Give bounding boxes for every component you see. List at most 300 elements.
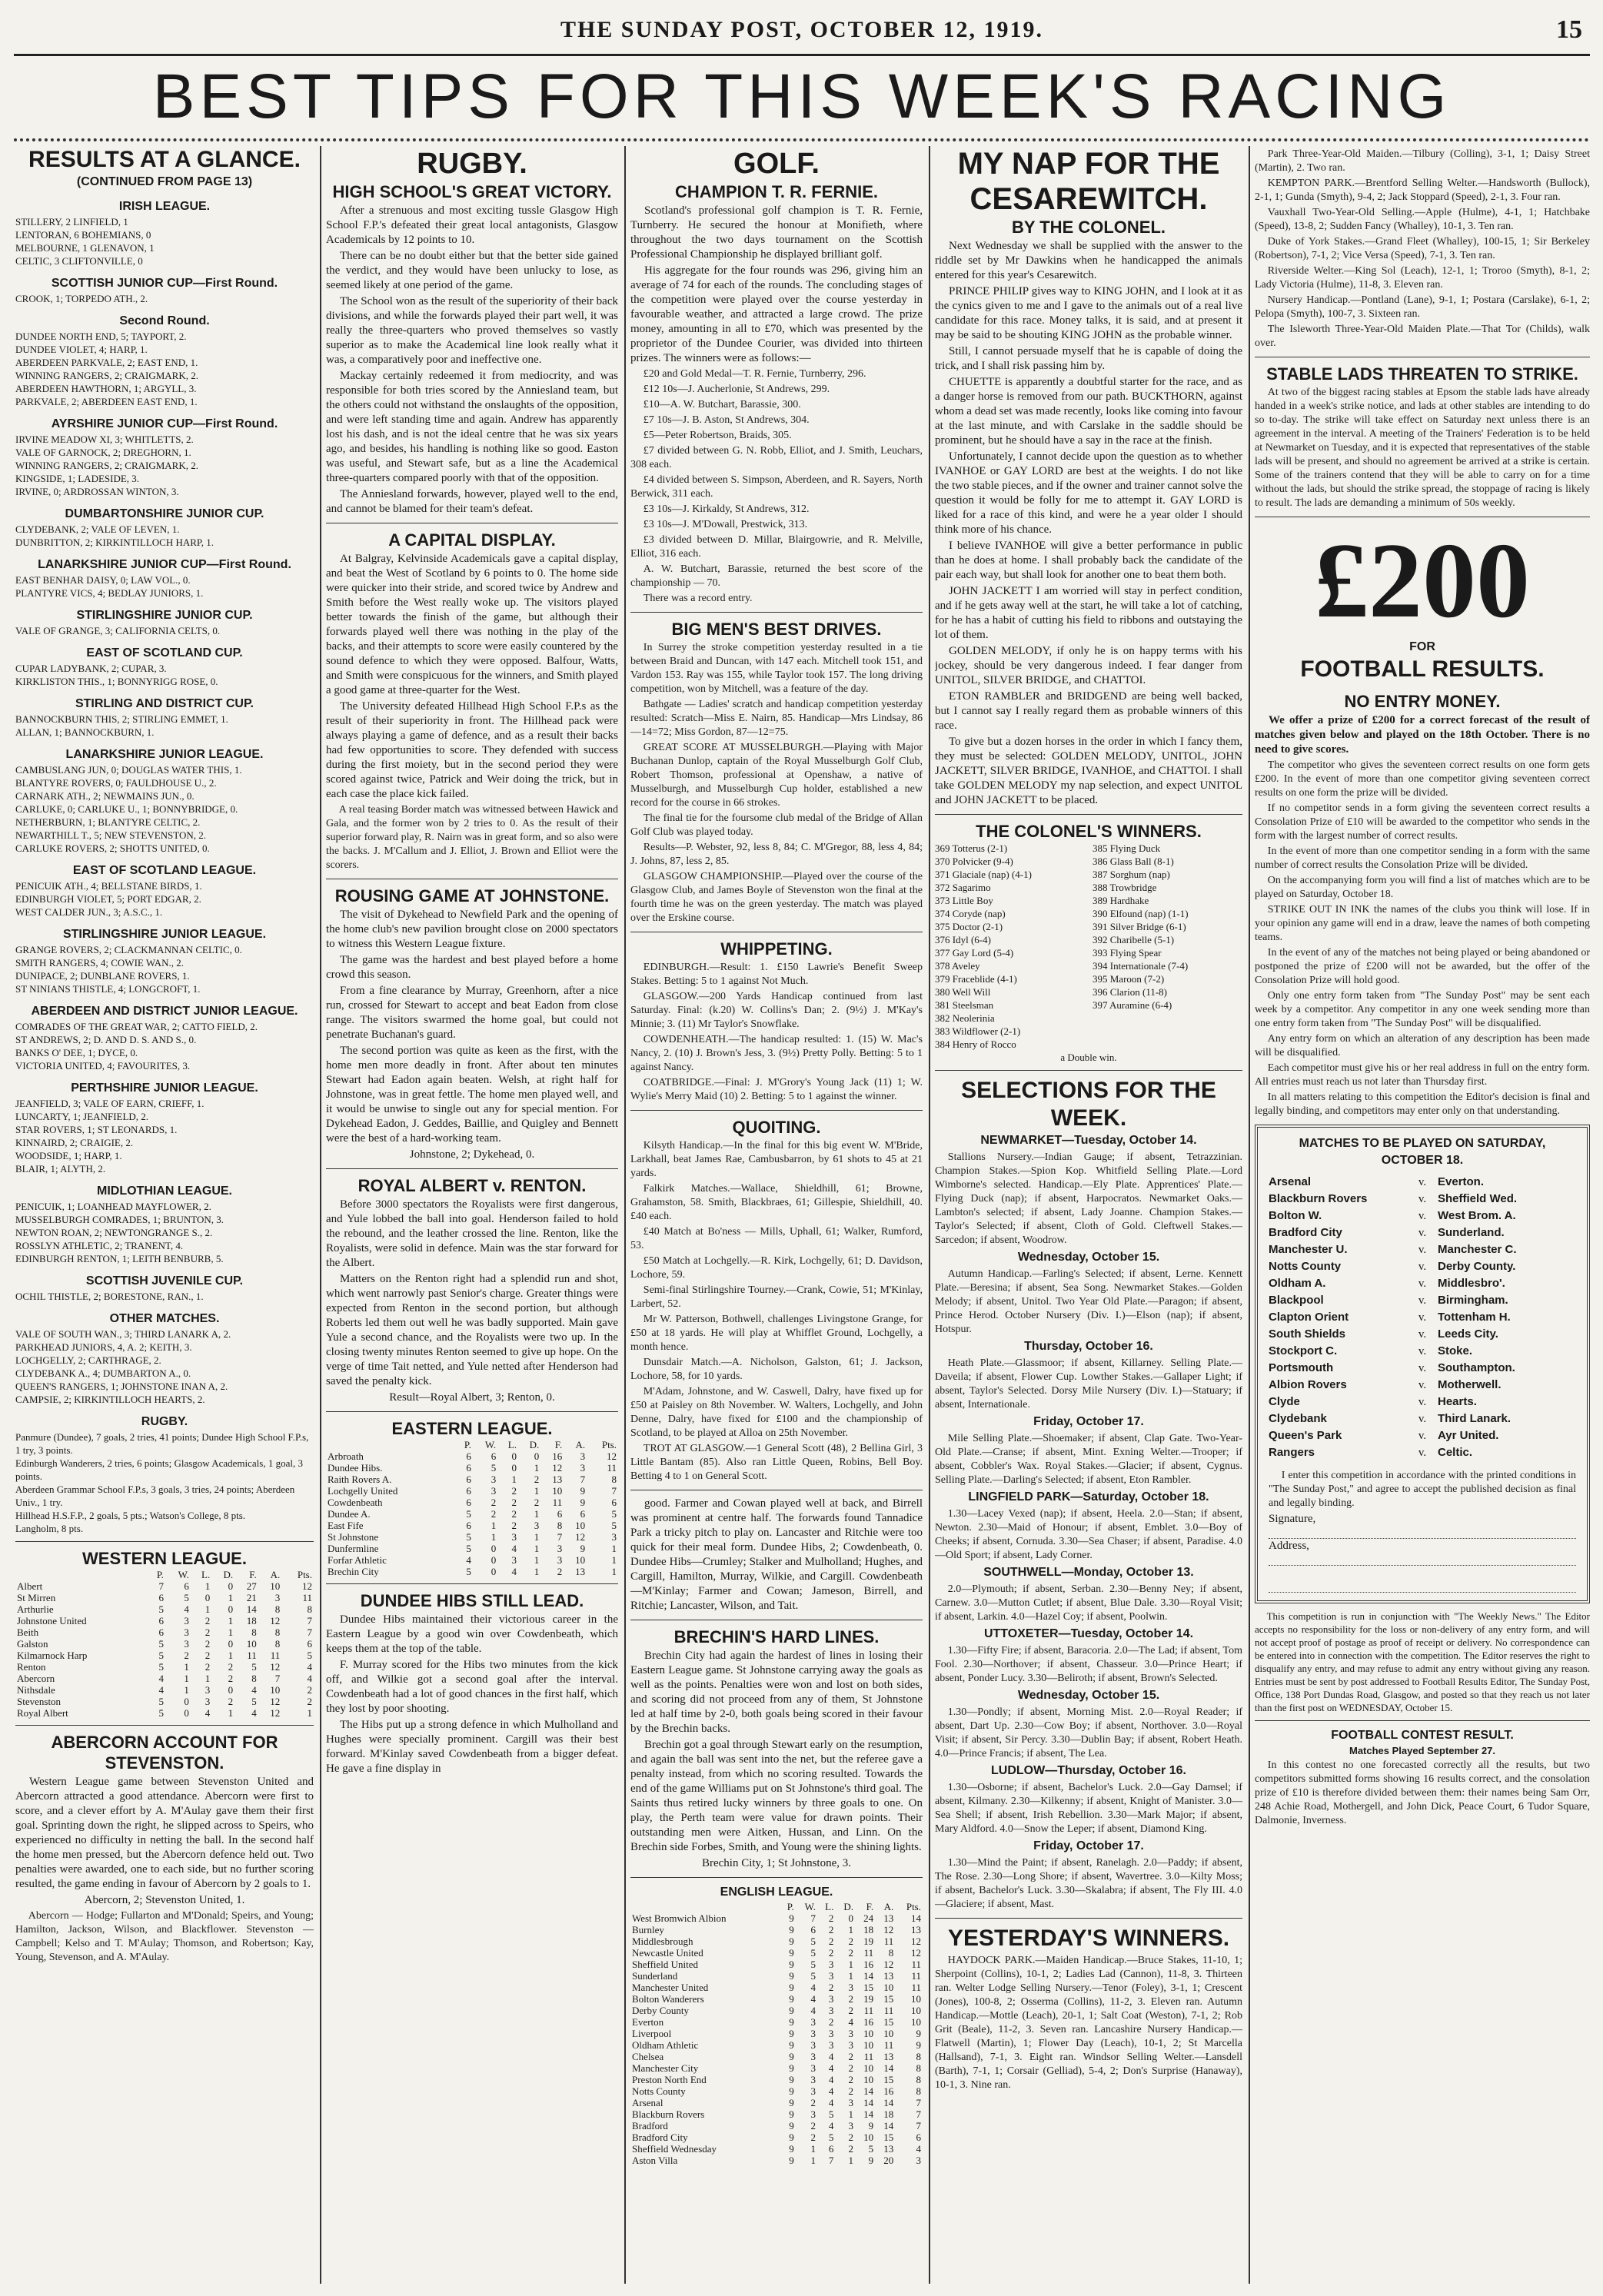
results-section-heading: SCOTTISH JUNIOR CUP—First Round. xyxy=(51,277,278,290)
contest-result-body: In this contest no one forecasted correctly all the results, but two competitors submitted forms showing 16 results correct, and the consolation prize of £10 is therefore divided between them: their names being Sam Orr, 248 Achie Road, Mothergell, and John Dick, Peace Court, 6 Tudor Square, Dalmonie, Inverness. xyxy=(1255,1759,1590,1826)
league-header-cell: L. xyxy=(507,1439,517,1450)
league-row xyxy=(326,1520,618,1531)
quoiting-paragraph: Dunsdair Match.—A. Nicholson, Galston, 61; J. Jackson, Lochore, 58, for 10 yards. xyxy=(630,1357,923,1382)
coupon-team: v. xyxy=(1418,1311,1427,1324)
coupon-team: v. xyxy=(1418,1430,1427,1442)
albert-renton-body xyxy=(326,1198,618,1389)
league-cell: 9 xyxy=(789,2028,794,2039)
league-cell: 12 xyxy=(607,1450,617,1462)
league-cell: 4 xyxy=(307,1673,312,1684)
coupon-team: Rangers xyxy=(1269,1446,1315,1459)
coupon-match[interactable] xyxy=(1269,1343,1576,1360)
johnstone-paragraph: The visit of Dykehead to Newfield Park and the opening of the home club's new pavilion brought close on 2000 spectators to witness this Western League fixture. xyxy=(326,909,618,950)
result-line: NETHERBURN, 1; BLANTYRE CELTIC, 2. xyxy=(15,816,201,828)
league-cell: 3 xyxy=(828,2028,834,2039)
league-cell: 13 xyxy=(883,2143,894,2155)
league-cell: 15 xyxy=(883,2074,894,2085)
prize-offer: We offer a prize of £200 for a correct forecast of the result of matches given below and played on the 18th October. There is no need to give scores. xyxy=(1255,714,1590,756)
league-row xyxy=(326,1508,618,1520)
league-cell: 2 xyxy=(491,1508,497,1520)
league-header-cell: W. xyxy=(804,1901,816,1912)
league-row xyxy=(15,1707,314,1719)
coupon-match[interactable] xyxy=(1269,1410,1576,1427)
result-line: VALE OF GRANGE, 3; CALIFORNIA CELTS, 0. xyxy=(15,625,221,636)
league-cell: 11 xyxy=(302,1592,312,1603)
league-cell: 9 xyxy=(789,1982,794,1993)
league-cell: 3 xyxy=(810,2051,816,2062)
golf-prize-line: £3 10s—J. Kirkaldy, St Andrews, 312. xyxy=(643,503,810,515)
selection-day: SOUTHWELL—Monday, October 13. xyxy=(983,1566,1194,1579)
league-row xyxy=(15,1661,314,1673)
rugby-paragraph: The Anniesland forwards, however, played well to the end, and cannot be blamed for their team's defeat. xyxy=(326,488,618,515)
prize-title: FOOTBALL RESULTS. xyxy=(1300,656,1545,682)
results-section-heading: ABERDEEN AND DISTRICT JUNIOR LEAGUE. xyxy=(31,1005,298,1018)
coupon-team: Ayr United. xyxy=(1438,1429,1499,1442)
no-entry-money: NO ENTRY MONEY. xyxy=(1344,692,1501,711)
winner-entry: 371 Glaciale (nap) (4-1) xyxy=(935,869,1032,880)
league-cell: 8 xyxy=(274,1638,281,1650)
league-header-cell: P. xyxy=(464,1439,471,1450)
league-header-cell: Pts. xyxy=(601,1439,617,1450)
league-cell: 4 xyxy=(466,1554,471,1566)
coupon-team: v. xyxy=(1418,1227,1427,1239)
league-cell: 3 xyxy=(828,1959,834,1970)
result-line: CLYDEBANK A., 4; DUMBARTON A., 0. xyxy=(15,1367,191,1379)
league-row xyxy=(15,1615,314,1626)
league-row xyxy=(326,1497,618,1508)
race-result-line: KEMPTON PARK.—Brentford Selling Welter.—Handsworth (Bullock), 2-1, 1; Gunda (Smyth), 9-4, 2; Jack Stoppard (Speed), 2-1, 3. Four ran. xyxy=(1255,178,1590,203)
coupon-match[interactable] xyxy=(1269,1191,1576,1208)
coupon-match[interactable] xyxy=(1269,1292,1576,1309)
league-cell: 0 xyxy=(511,1462,517,1474)
league-cell: Bradford City xyxy=(632,2132,688,2143)
coupon-match[interactable] xyxy=(1269,1360,1576,1377)
league-cell: 14 xyxy=(863,1970,874,1982)
nap-paragraph: I believe IVANHOE will give a better performance in public than he does at home. I shall probably back the candidate of the pair each way, but shall look for another one to beat them both. xyxy=(935,540,1242,581)
league-cell: 10 xyxy=(863,2028,874,2039)
league-row xyxy=(15,1650,314,1661)
result-line: CARLUKE ROVERS, 2; SHOTTS UNITED, 0. xyxy=(15,842,210,854)
coupon-match[interactable] xyxy=(1269,1258,1576,1275)
league-cell: 1 xyxy=(848,1970,853,1982)
league-cell: 1 xyxy=(534,1543,540,1554)
coupon-match[interactable] xyxy=(1269,1208,1576,1224)
league-cell: 2 xyxy=(228,1673,234,1684)
coupon-match[interactable] xyxy=(1269,1309,1576,1326)
league-cell: 18 xyxy=(246,1615,257,1626)
coupon-team: v. xyxy=(1418,1413,1427,1425)
league-cell: 3 xyxy=(828,1970,834,1982)
league-row xyxy=(630,2155,923,2166)
league-row xyxy=(630,2016,923,2028)
dundee-hibs-continued: good. Farmer and Cowan played well at back, and Birrell was prominent at centre half. The forwards found Tannadice Park a tricky pitch to play on. Lancaster and Ritchie were too quick for their meal form. Dundee Hibs, 2; Cowdenbeath, 0. Dundee Hibs—Crumley; Stalker and Mulholland; Hughes, and Cargill, Hamilton, Murray, Wilkie, and Cargill. Cowdenbeath—M'Kinlay; Farmer and Cowan; Jameson, Birrell, and Ritchie; Lancaster, Wilson, and Tait. xyxy=(630,1497,923,1612)
league-cell: 3 xyxy=(828,2039,834,2051)
league-cell: 13 xyxy=(552,1474,563,1485)
coupon-team: v. xyxy=(1418,1447,1427,1459)
nap-headline: MY NAP FOR THE CESAREWITCH. xyxy=(957,147,1220,216)
winner-entry: 373 Little Boy xyxy=(935,895,993,906)
league-cell: 1 xyxy=(205,1580,211,1592)
selection-day: Friday, October 17. xyxy=(1033,1415,1144,1428)
rule-paragraph: Each competitor must give his or her real address in full on the entry form. All entries must reach us not later than Thursday first. xyxy=(1255,1062,1590,1088)
rugby-paragraph: There can be no doubt either but that the better side gained the verdict, and they would have been unlucky to lose, as seemed likely at one period of the game. xyxy=(326,250,618,291)
coupon-team: Everton. xyxy=(1438,1175,1485,1188)
results-section-heading: EAST OF SCOTLAND CUP. xyxy=(86,646,243,660)
league-cell: 5 xyxy=(158,1661,164,1673)
coupon-team: Middlesbro'. xyxy=(1438,1277,1505,1290)
strike-headline: STABLE LADS THREATEN TO STRIKE. xyxy=(1266,364,1578,384)
result-line: GRANGE ROVERS, 2; CLACKMANNAN CELTIC, 0. xyxy=(15,944,242,955)
coupon-match[interactable] xyxy=(1269,1427,1576,1444)
strike-body: At two of the biggest racing stables at Epsom the stable lads have already handed in a week's strike notice, and lads at other stables are intending to do so to-day. The strike will take effect on Saturday next unless there is an agreement in the interval. A meeting of the Trainers' Federation is to be held at Newmarket on Tuesday, and it is expected that representatives of the stable lads will be present, and should no agreement be arrived at a strike is certain. Some of the trainers contend that they will be able to carry on for a time without the lads, but should the strike spread, the stoppage of racing is likely to result. The lads are demanding a minimum of 50s weekly. xyxy=(1255,387,1590,509)
league-cell: 6 xyxy=(557,1508,563,1520)
league-cell: 5 xyxy=(810,1935,816,1947)
coupon-match[interactable] xyxy=(1269,1394,1576,1410)
coupon-team: v. xyxy=(1418,1210,1427,1222)
league-cell: 2 xyxy=(810,2120,816,2132)
league-cell: 5 xyxy=(251,1696,257,1707)
league-cell: Kilmarnock Harp xyxy=(17,1650,88,1661)
league-cell: 2 xyxy=(534,1497,540,1508)
league-header-row xyxy=(15,1569,314,1580)
selection-day: LINGFIELD PARK—Saturday, October 18. xyxy=(968,1490,1209,1504)
league-row xyxy=(15,1626,314,1638)
league-cell: East Fife xyxy=(328,1520,364,1531)
league-cell: 15 xyxy=(883,2016,894,2028)
coupon-team: Arsenal xyxy=(1269,1175,1312,1188)
whippeting-paragraph: GLASGOW.—200 Yards Handicap continued from last Saturday. Final: (k.20) W. Collins's Dan; 2. (9½) J. M'Kay's Minnie; 3. (11) Mr Taylor's Snowflake. xyxy=(630,991,923,1030)
league-cell: 5 xyxy=(251,1661,257,1673)
albert-renton-headline: ROYAL ALBERT v. RENTON. xyxy=(358,1176,587,1195)
winner-entry: 380 Well Will xyxy=(935,986,991,998)
result-line: SMITH RANGERS, 4; COWIE WAN., 2. xyxy=(15,957,184,969)
league-row xyxy=(630,1935,923,1947)
league-header-cell: P. xyxy=(787,1901,794,1912)
quoiting-paragraph: Mr W. Patterson, Bothwell, challenges Livingstone Grange, for £50 at 18 yards. He will play at Whifflet Ground, Lochgelly, a month hence. xyxy=(630,1314,923,1353)
league-cell: 8 xyxy=(307,1603,312,1615)
league-cell: 2 xyxy=(810,2097,816,2108)
league-cell: Dundee Hibs. xyxy=(328,1462,383,1474)
result-line: STILLERY, 2 LINFIELD, 1 xyxy=(15,216,128,228)
results-subtitle: (CONTINUED FROM PAGE 13) xyxy=(76,175,253,188)
league-row xyxy=(326,1543,618,1554)
league-cell: 2 xyxy=(828,2016,834,2028)
league-cell: Johnstone United xyxy=(17,1615,87,1626)
brechin-headline: BRECHIN'S HARD LINES. xyxy=(673,1627,880,1646)
league-cell: 4 xyxy=(511,1543,517,1554)
result-line: KINGSIDE, 1; LADESIDE, 3. xyxy=(15,473,140,484)
coupon-match-list xyxy=(1269,1174,1576,1461)
league-cell: 2 xyxy=(848,1947,853,1959)
whippeting-paragraph: COATBRIDGE.—Final: J. M'Grory's Young Jack (11) 1; W. Wylie's Merry Maid (10) 2. Betting: 5 to 1 against the winner. xyxy=(630,1077,923,1102)
league-cell: 0 xyxy=(491,1566,497,1577)
coupon-team: v. xyxy=(1418,1362,1427,1374)
league-cell: 6 xyxy=(580,1508,586,1520)
selection-text: 1.30—Osborne; if absent, Bachelor's Luck. 2.0—Gay Damsel; if absent, Kilmany. 2.30—Kilkenny; if absent, Knight of Manister. 3.0—Sea Shell; if absent, Irish Rebellion. 3.30—Mark Major; if absent, Mary Aldford. 4.0—Snow the Leper; if absent, Diamond King. xyxy=(935,1782,1242,1835)
result-line: BANKS O' DEE, 1; DYCE, 0. xyxy=(15,1047,138,1058)
dundee-hibs-body xyxy=(326,1613,618,1776)
league-cell: 5 xyxy=(184,1592,189,1603)
league-cell: 3 xyxy=(810,2085,816,2097)
results-section-heading: EAST OF SCOTLAND LEAGUE. xyxy=(72,864,257,877)
league-cell: 2 xyxy=(205,1661,211,1673)
winner-entry: 396 Clarion (11-8) xyxy=(1093,986,1167,998)
coupon-team: Clydebank xyxy=(1269,1412,1327,1425)
result-line: CLYDEBANK, 2; VALE OF LEVEN, 1. xyxy=(15,523,180,535)
signature-field[interactable] xyxy=(1269,1512,1576,1539)
league-cell: Brechin City xyxy=(328,1566,379,1577)
league-cell: 19 xyxy=(863,1935,874,1947)
result-line: PLANTYRE VICS, 4; BEDLAY JUNIORS, 1. xyxy=(15,587,204,599)
league-cell: 3 xyxy=(916,2155,921,2166)
coupon-team: Bolton W. xyxy=(1269,1209,1322,1222)
league-cell: 6 xyxy=(466,1450,471,1462)
johnstone-paragraph: The game was the hardest and best played before a home crowd this season. xyxy=(326,954,618,981)
rule-paragraph: In the event of any of the matches not being played or being abandoned or postponed the prize of £200 will not be awarded, but the offer of the Consolation Prize will hold good. xyxy=(1255,947,1590,986)
league-cell: 6 xyxy=(158,1626,164,1638)
league-cell: 3 xyxy=(611,1531,617,1543)
golf-paragraph: The final tie for the foursome club medal of the Bridge of Allan Golf Club was played today. xyxy=(630,812,923,838)
results-sections xyxy=(15,198,314,1535)
league-cell: 2 xyxy=(848,2143,853,2155)
coupon-match[interactable] xyxy=(1269,1275,1576,1292)
league-row xyxy=(630,2074,923,2085)
masthead xyxy=(14,11,1590,54)
league-row xyxy=(15,1696,314,1707)
quoiting-paragraph: £40 Match at Bo'ness — Mills, Uphall, 61; Walker, Rumford, 53. xyxy=(630,1226,923,1251)
golf-title: GOLF. xyxy=(733,148,820,180)
league-cell: 2 xyxy=(205,1615,211,1626)
league-cell: 3 xyxy=(205,1696,211,1707)
league-cell: 11 xyxy=(247,1650,257,1661)
league-cell: 14 xyxy=(911,1912,921,1924)
result-line: CUPAR LADYBANK, 2; CUPAR, 3. xyxy=(15,663,167,674)
coupon-team: Motherwell. xyxy=(1438,1378,1502,1391)
league-cell: 11 xyxy=(883,1935,894,1947)
dundee-hibs-paragraph: The Hibs put up a strong defence in which Mulholland and Hughes were specially prominent. Cargill was their best forward. M'Kinlay saved Cowdenbeath from a bigger defeat. He gave a fine display in xyxy=(326,1719,618,1775)
coupon-team: Sunderland. xyxy=(1438,1226,1505,1239)
nap-body xyxy=(935,239,1242,808)
league-cell: 9 xyxy=(789,2016,794,2028)
result-line: ABERDEEN PARKVALE, 2; EAST END, 1. xyxy=(15,357,198,368)
league-cell: 6 xyxy=(158,1592,164,1603)
address-field[interactable] xyxy=(1269,1539,1576,1566)
league-cell: 3 xyxy=(184,1626,189,1638)
league-cell: 9 xyxy=(789,1947,794,1959)
league-cell: 3 xyxy=(557,1554,563,1566)
rule-paragraph: STRIKE OUT IN INK the names of the clubs you think will lose. If in your opinion any game will end in a draw, leave the names of both competing teams. xyxy=(1255,904,1590,943)
coupon-conditions: This competition is run in conjunction with "The Weekly News." The Editor accepts no responsibility for the loss or non-delivery of any entry form, and will not accept proof of postage as proof of receipt or delivery. No correspondence can be entered into in connection with the competition. The Editor reserves the right to disqualify any entry, and may refuse to admit any entry without giving any reason. Entries must be sent by post addressed to Football Results Editor, The Sunday Post, Office, 138 Port Dundas Road, Glasgow, and posted so that they reach us not later than the first post on WEDNESDAY, October 15. xyxy=(1255,1610,1590,1713)
results-section-heading: Second Round. xyxy=(119,314,210,327)
colonel-winners-note: a Double win. xyxy=(1060,1052,1117,1063)
league-cell: 15 xyxy=(863,1982,874,1993)
coupon-team: Third Lanark. xyxy=(1438,1412,1512,1425)
league-cell: 8 xyxy=(274,1603,281,1615)
coupon-team: Blackburn Rovers xyxy=(1269,1192,1368,1205)
coupon-team: Sheffield Wed. xyxy=(1438,1192,1518,1205)
whippeting-headline: WHIPPETING. xyxy=(720,939,833,959)
selection-day: Wednesday, October 15. xyxy=(1017,1689,1160,1702)
league-cell: 1 xyxy=(491,1520,497,1531)
results-section xyxy=(15,506,314,549)
league-cell: 4 xyxy=(828,2051,834,2062)
league-cell: 5 xyxy=(466,1566,471,1577)
league-cell: 3 xyxy=(580,1450,586,1462)
result-line: WOODSIDE, 1; HARP, 1. xyxy=(15,1150,122,1161)
nap-paragraph: Still, I cannot persuade myself that he is capable of doing the trick, and I shall risk passing him by. xyxy=(935,345,1242,372)
league-cell: 1 xyxy=(307,1707,312,1719)
result-line: Panmure (Dundee), 7 goals, 2 tries, 41 points; Dundee High School F.P.s, 1 try, 3 points. xyxy=(15,1431,309,1456)
league-cell: 4 xyxy=(810,1993,816,2005)
league-cell: Arsenal xyxy=(632,2097,663,2108)
rugby-story2-body xyxy=(326,552,618,802)
winner-entry: 384 Henry of Rocco xyxy=(935,1038,1016,1050)
winner-entry: 385 Flying Duck xyxy=(1093,842,1161,854)
coupon-team: v. xyxy=(1418,1193,1427,1205)
league-cell: 7 xyxy=(307,1615,312,1626)
rugby-story1-headline: HIGH SCHOOL'S GREAT VICTORY. xyxy=(332,182,612,201)
rule-paragraph: If no competitor sends in a form giving the seventeen correct results a Consolation Prize of £10 will be awarded to the competitor who sends in the form with the largest number of correct results. xyxy=(1255,802,1590,842)
league-cell: 3 xyxy=(848,1982,853,1993)
league-cell: 2 xyxy=(511,1520,517,1531)
whippeting-paragraph: EDINBURGH.—Result: 1. £150 Lawrie's Benefit Sweep Stakes. Betting: 5 to 1 against Not Much. xyxy=(630,962,923,987)
result-line: WINNING RANGERS, 2; CRAIGMARK, 2. xyxy=(15,460,198,471)
league-cell: Liverpool xyxy=(632,2028,672,2039)
league-cell: 24 xyxy=(863,1912,874,1924)
quoiting-paragraph: Falkirk Matches.—Wallace, Shieldhill, 61; Browne, Grahamston, 58. Smith, Blackbraes, 61; Gillespie, Shieldhill, 40. £40 each. xyxy=(630,1183,923,1222)
league-cell: 0 xyxy=(228,1580,234,1592)
rugby-paragraph: The School won as the result of the superiority of their back divisions, and while the forwards played their part well, it was really the three-quarters who proved themselves so vastly superior as to make the Academical line look really what it was, a comparatively poor and ineffective one. xyxy=(326,295,618,366)
coupon-team: Queen's Park xyxy=(1269,1429,1342,1442)
league-cell: 14 xyxy=(863,2108,874,2120)
league-cell: 10 xyxy=(270,1684,281,1696)
league-cell: 11 xyxy=(607,1462,617,1474)
result-line: KIRKLISTON THIS., 1; BONNYRIGG ROSE, 0. xyxy=(15,676,218,687)
rule-paragraph: Any entry form on which an alteration of any description has been made will be disqualified. xyxy=(1255,1033,1590,1058)
league-cell: 8 xyxy=(916,2085,921,2097)
league-cell: 4 xyxy=(307,1661,312,1673)
league-cell: 10 xyxy=(911,2005,921,2016)
column-divider xyxy=(1249,146,1250,2284)
league-cell: 3 xyxy=(491,1485,497,1497)
league-cell: 5 xyxy=(810,1970,816,1982)
winner-entry: 390 Elfound (nap) (1-1) xyxy=(1093,908,1189,919)
league-cell: 3 xyxy=(511,1531,517,1543)
coupon-match[interactable] xyxy=(1269,1174,1576,1191)
league-cell: Royal Albert xyxy=(17,1707,68,1719)
golf-paragraph: In Surrey the stroke competition yesterday resulted in a tie between Braid and Duncan, with 147 each. Mitchell took 151, and Vardon 153. Ray was 155, while Taylor took 157. The long driving competition, won by Mitchell, was a feature of the day. xyxy=(630,642,923,695)
rugby-story1-body xyxy=(326,204,618,517)
results-section-heading: LANARKSHIRE JUNIOR CUP—First Round. xyxy=(38,558,291,571)
league-cell: Galston xyxy=(17,1638,48,1650)
golf-prize-line: £4 divided between S. Simpson, Aberdeen, and R. Sayers, North Berwick, 311 each. xyxy=(630,474,923,500)
league-cell: 14 xyxy=(883,2062,894,2074)
league-row xyxy=(630,2085,923,2097)
league-cell: 2 xyxy=(828,1947,834,1959)
results-section xyxy=(15,1183,314,1265)
league-cell: 2 xyxy=(307,1684,312,1696)
coupon-team: Clapton Orient xyxy=(1269,1311,1349,1324)
league-cell: Raith Rovers A. xyxy=(328,1474,392,1485)
league-cell: 16 xyxy=(883,2085,894,2097)
result-line: CARNARK ATH., 2; NEWMAINS JUN., 0. xyxy=(15,790,195,802)
quoiting-paragraph: M'Adam, Johnstone, and W. Caswell, Dalry, have fixed up for £50 at Paisley on 8th November. W. Walters, Lochgelly, and John Denne, Dalry, have fixed for £100 and the championship of Scotland, to be played at Alloa on 25th November. xyxy=(630,1386,923,1439)
coupon-match[interactable] xyxy=(1269,1444,1576,1461)
competition-rules xyxy=(1255,759,1590,1118)
league-cell: 3 xyxy=(511,1554,517,1566)
league-cell: 5 xyxy=(158,1650,164,1661)
league-cell: 5 xyxy=(828,2132,834,2143)
league-row xyxy=(630,2028,923,2039)
address-field-line2[interactable] xyxy=(1269,1566,1576,1593)
league-cell: 1 xyxy=(534,1485,540,1497)
coupon-team: Southampton. xyxy=(1438,1361,1515,1374)
league-cell: 2 xyxy=(205,1638,211,1650)
league-cell: Arbroath xyxy=(328,1450,364,1462)
league-cell: 1 xyxy=(228,1615,234,1626)
coupon-agreement: I enter this competition in accordance with the printed conditions in "The Sunday Post," and agree to accept the published decision as final and legally binding. xyxy=(1269,1470,1576,1509)
league-cell: 4 xyxy=(511,1566,517,1577)
coupon-team: v. xyxy=(1418,1176,1427,1188)
nap-paragraph: Next Wednesday we shall be supplied with the answer to the riddle set by Mr Dawkins when he handicapped the animals entered for this year's Cesarewitch. xyxy=(935,240,1242,281)
league-cell: 2 xyxy=(848,1935,853,1947)
league-cell: 27 xyxy=(246,1580,257,1592)
results-section xyxy=(15,1080,314,1175)
result-line: PARKHEAD JUNIORS, 4, A. 2; KEITH, 3. xyxy=(15,1341,192,1353)
column-racing xyxy=(935,146,1242,2284)
headline-rule xyxy=(14,138,1590,141)
rugby-title: RUGBY. xyxy=(417,148,527,180)
league-cell: 1 xyxy=(534,1508,540,1520)
league-row xyxy=(630,1959,923,1970)
coupon-match[interactable] xyxy=(1269,1326,1576,1343)
league-cell: 13 xyxy=(883,2051,894,2062)
result-line: LENTORAN, 6 BOHEMIANS, 0 xyxy=(15,229,151,241)
results-section-heading: STIRLINGSHIRE JUNIOR CUP. xyxy=(76,609,253,622)
league-cell: 4 xyxy=(828,2097,834,2108)
league-cell: 9 xyxy=(789,2085,794,2097)
league-cell: 9 xyxy=(916,2039,921,2051)
results-section-heading: PERTHSHIRE JUNIOR LEAGUE. xyxy=(71,1082,258,1095)
league-cell: 9 xyxy=(789,1912,794,1924)
albert-renton-paragraph: Matters on the Renton right had a splendid run and shot, which went narrowly past Senior's charge. Greater things were expected from Renton in the second portion, but although Roberts led them out well he was badly supported. Main gave Yule a second chance, and the Royalists were two up. In the closing twenty minutes Renton seemed to give up hope. On the verge of time Tait netted, and Yule netted after Henderson had saved the penalty kick. xyxy=(326,1273,618,1387)
league-cell: 15 xyxy=(883,2132,894,2143)
league-cell: 12 xyxy=(911,1947,921,1959)
abercorn-text: Western League game between Stevenston United and Abercorn attracted a good attendance. Abercorn were first to score, and a clever effort by A. M'Aulay gave them their first goal. Sprinting down the right, he slipped across to Speirs, who experienced no difficulty in netting the ball. In the second half the home men pressed, but the Abercorn defence held out. Two penalties were awarded, one to each side, but no further scoring resulted, the game ending in favour of Abercorn by 2 goals to 1. xyxy=(15,1776,314,1890)
big-drives-body xyxy=(630,641,923,925)
nap-paragraph: CHUETTE is apparently a doubtful starter for the race, and as a danger horse is removed from our path. BUCKTHORN, against whom a dead set was made recently, looks like coming into favour at the last minute, and with Carslake in the saddle should be prominent, but he should have a say in the race at the finish. xyxy=(935,376,1242,447)
league-cell: 12 xyxy=(270,1661,281,1673)
league-cell: 12 xyxy=(270,1615,281,1626)
coupon-match[interactable] xyxy=(1269,1241,1576,1258)
result-line: LOCHGELLY, 2; CARTHRAGE, 2. xyxy=(15,1354,161,1366)
league-cell: West Bromwich Albion xyxy=(632,1912,727,1924)
league-cell: Notts County xyxy=(632,2085,686,2097)
result-line: NEWARTHILL T., 5; NEW STEVENSTON, 2. xyxy=(15,829,207,841)
selection-day: NEWMARKET—Tuesday, October 14. xyxy=(980,1134,1197,1147)
league-cell: 9 xyxy=(789,2074,794,2085)
coupon-match[interactable] xyxy=(1269,1224,1576,1241)
column-rugby xyxy=(326,146,618,2284)
entry-coupon xyxy=(1255,1125,1590,1603)
coupon-match[interactable] xyxy=(1269,1377,1576,1394)
results-section-heading: AYRSHIRE JUNIOR CUP—First Round. xyxy=(51,417,278,430)
league-cell: 18 xyxy=(863,1924,874,1935)
league-row xyxy=(326,1566,618,1577)
rule-paragraph: In the event of more than one competitor sending in a form with the same number of correct results the Consolation Prize will be divided. xyxy=(1255,846,1590,871)
address-label: Address, xyxy=(1269,1540,1309,1552)
western-league-title: WESTERN LEAGUE. xyxy=(82,1549,247,1568)
